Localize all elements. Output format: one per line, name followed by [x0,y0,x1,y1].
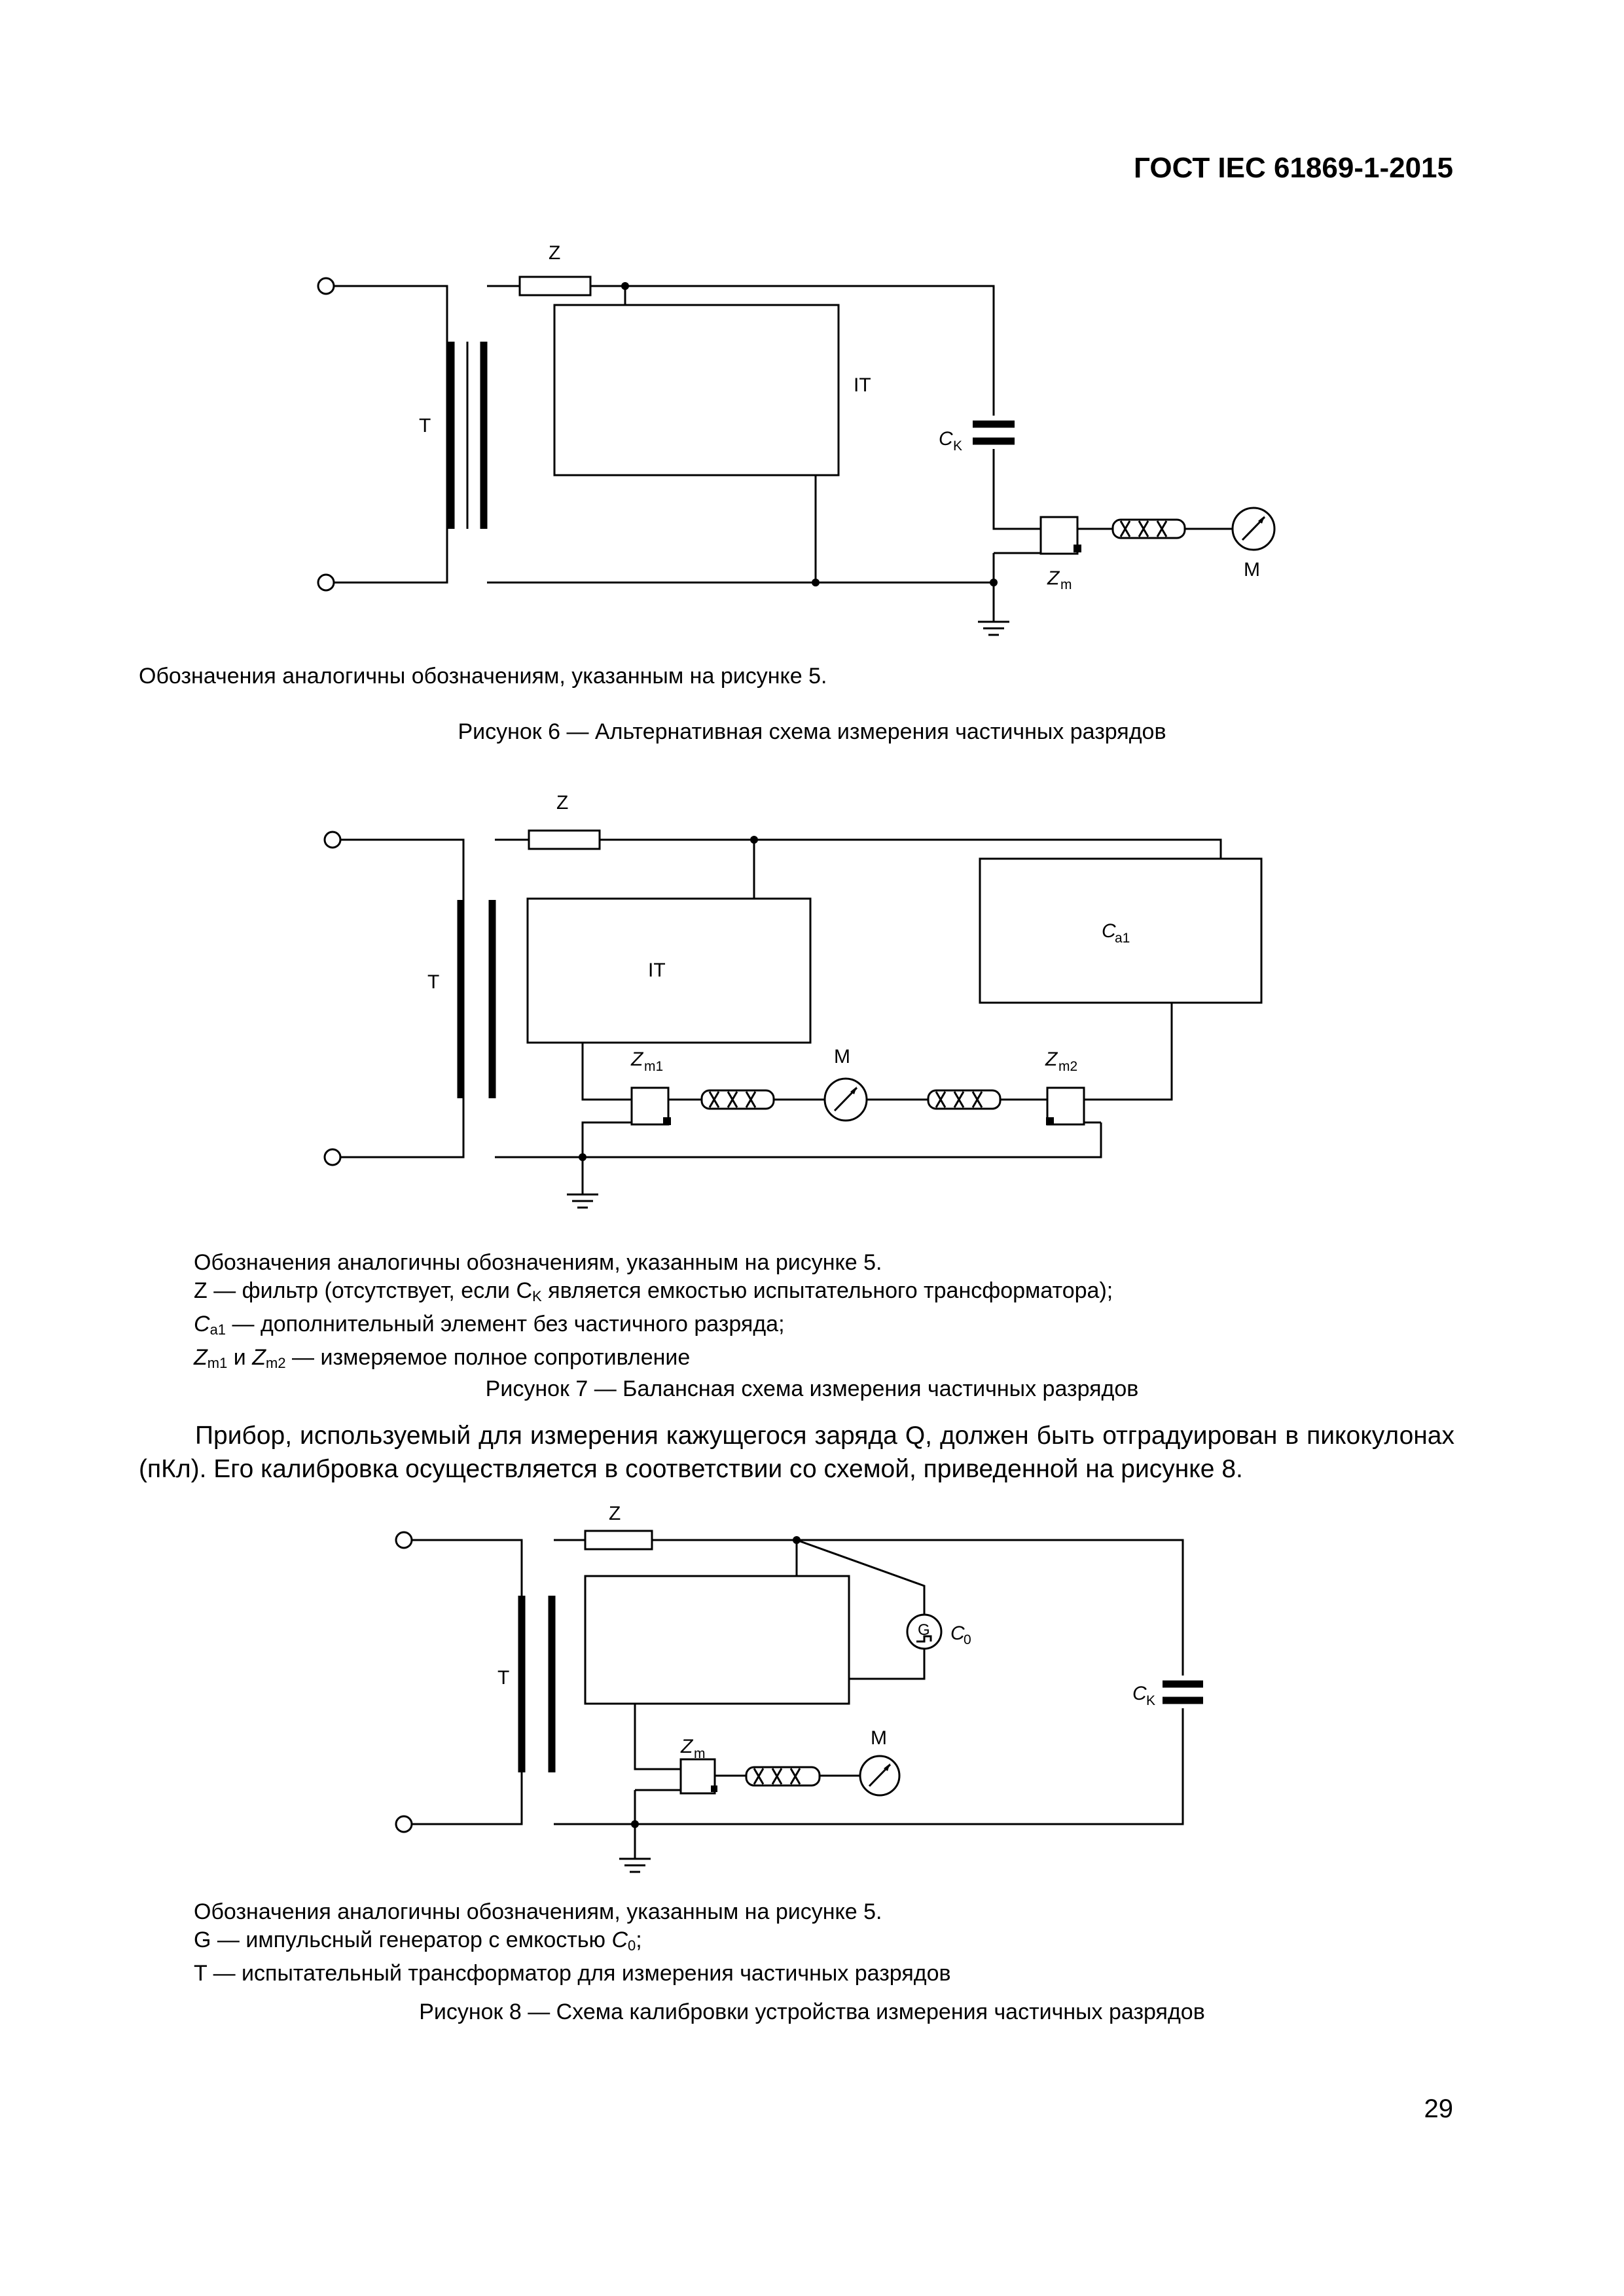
impedance-z [585,1531,652,1549]
figure-8-note-line-1: Обозначения аналогичны обозначениям, указанным на рисунке 5. [194,1899,882,1924]
page-number: 29 [1424,2094,1453,2123]
figure-8-note-line-2: G — импульсный генератор с емкостью $C_0$; [194,1928,642,1954]
label-t: T [497,1667,510,1689]
label-g: G [918,1621,930,1639]
standard-header: ГОСТ IEC 61869-1-2015 [1134,152,1453,184]
label-t: T [427,971,440,993]
label-zm2: Z [1045,1049,1058,1070]
label-zm1: Z [631,1049,643,1070]
label-ca1: C [1102,920,1116,942]
test-object [585,1576,849,1704]
label-zm: Z [681,1736,693,1757]
svg-text:m2: m2 [1058,1059,1078,1074]
svg-text:K: K [953,439,963,454]
svg-text:m: m [1060,577,1072,592]
label-z: Z [549,242,561,264]
figure-8-notes [194,1898,951,1988]
figure-8-note-line-3: T — испытательный трансформатор для измерения частичных разрядов [194,1961,951,1986]
figure-7-note-line-3: $C_{a1}$ — дополнительный элемент без частичного разряда; [194,1312,785,1338]
figure-8-caption: Рисунок 8 — Схема калибровки устройства измерения частичных разрядов [419,2000,1205,2024]
label-ck: C [1132,1683,1147,1704]
measuring-impedance-zm [681,1759,715,1793]
label-z: Z [556,792,569,814]
label-z: Z [609,1503,621,1524]
label-c0: C [950,1623,965,1644]
label-it: IT [854,374,871,396]
svg-text:K: K [1146,1693,1156,1708]
figure-6-caption: Рисунок 6 — Альтернативная схема измерения частичных разрядов [458,719,1166,744]
figure-7-caption: Рисунок 7 — Балансная схема измерения частичных разрядов [485,1376,1139,1401]
terminal-bottom [396,1816,412,1832]
figure-7-note-line-2: Z — фильтр (отсутствует, если $C_K$ является емкостью испытательного трансформатора); [194,1278,1113,1304]
label-m: M [871,1727,887,1749]
label-t: T [419,415,431,437]
coax-cable [746,1767,820,1785]
terminal-top [396,1532,412,1548]
body-paragraph: Прибор, используемый для измерения кажущегося заряда Q, должен быть отградуирован в пикокулонах (пКл). Его калибровка осуществляется в соответствии со схемой, приведенной на рисунке 8. [139,1422,1454,1483]
label-m: M [834,1046,850,1067]
label-ck: C [939,428,953,450]
svg-text:0: 0 [964,1632,971,1647]
figure-7-note-line-1: Обозначения аналогичны обозначениям, указанным на рисунке 5. [194,1250,882,1275]
svg-text:m: m [694,1746,706,1761]
label-it: IT [648,960,666,981]
label-m: M [1244,559,1260,581]
label-zm: Z [1047,567,1060,589]
figure-6-note: Обозначения аналогичны обозначениям, указанным на рисунке 5. [139,664,827,689]
svg-text:a1: a1 [1115,931,1130,946]
figure-7-note-line-4: $Z_{m1}$ и $Z_{m2}$ — измеряемое полное сопротивление [194,1345,691,1371]
svg-text:m1: m1 [644,1059,664,1074]
